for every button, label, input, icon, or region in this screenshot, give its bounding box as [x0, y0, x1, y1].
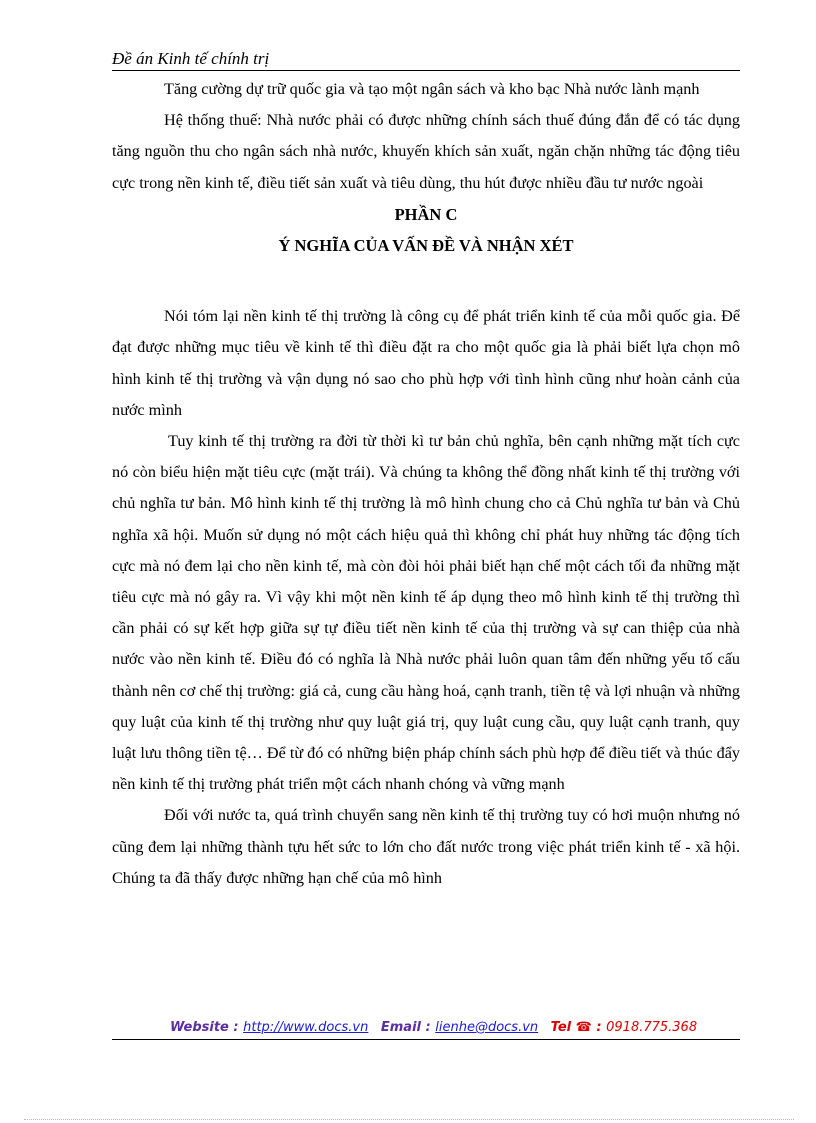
section-part: PHẦN C: [394, 204, 458, 224]
paragraph: Tăng cường dự trữ quốc gia và tạo một ngân sách và kho bạc Nhà nước lành mạnh: [164, 80, 700, 98]
tel-label: Tel ☎ :: [550, 1020, 602, 1035]
tel-number: 0918.775.368: [606, 1020, 698, 1035]
paragraph: Nói tóm lại nền kinh tế thị trường là công cụ để phát triển kinh tế của mỗi quốc gia. Để đạt được những mục tiêu về kinh tế thì điều đặt ra cho một quốc gia là phải biết lựa chọn mô hình kinh tế thị trường và vận dụng nó sao cho phù hợp với tình hình cũng như hoàn cảnh của nước mình: [112, 307, 740, 419]
website-link[interactable]: http://www.docs.vn: [243, 1020, 369, 1035]
email-label: Email :: [380, 1020, 431, 1035]
website-label: Website :: [170, 1020, 239, 1035]
page-bottom-rule: [24, 1119, 794, 1120]
paragraph: Hệ thống thuế: Nhà nước phải có được những chính sách thuế đúng đắn để có tác dụng tăng nguồn thu cho ngân sách nhà nước, khuyến khích sản xuất, ngăn chặn những tác động tiêu cực trong nền kinh tế, điều tiết sản xuất và tiêu dùng, thu hút được nhiều đầu tư nước ngoài: [112, 111, 740, 192]
email-link[interactable]: lienhe@docs.vn: [435, 1020, 539, 1035]
paragraph: Tuy kinh tế thị trường ra đời từ thời kì tư bản chủ nghĩa, bên cạnh những mặt tích cực nó còn biểu hiện mặt tiêu cực (mặt trái). Và chúng ta không thể đồng nhất kinh tế thị trường với chủ nghĩa tư bản. Mô hình kinh tế thị trường là mô hình chung cho cả Chủ nghĩa tư bản và Chủ nghĩa xã hội. Muốn sử dụng nó một cách hiệu quả thì không chỉ phát huy những tác động tích cực mà nó đem lại cho nền kinh tế, mà còn đòi hỏi phải biết hạn chế một cách tối đa những mặt tiêu cực mà nó gây ra. Vì vậy khi một nền kinh tế áp dụng theo mô hình kinh tế thị trường thì cần phải có sự kết hợp giữa sự tự điều tiết nền kinh tế của thị trường và sự can thiệp của nhà nước vào nền kinh tế. Điều đó có nghĩa là Nhà nước phải luôn quan tâm đến những yếu tố cấu thành nên cơ chế thị trường: giá cả, cung cầu hàng hoá, cạnh tranh, tiền tệ và lợi nhuận và những quy luật của kinh tế thị trường như quy luật giá trị, quy luật cung cầu, quy luật cạnh tranh, quy luật lưu thông tiền tệ… Để từ đó có những biện pháp chính sách phù hợp để điều tiết và thúc đẩy nền kinh tế thị trường phát triển một cách nhanh chóng và vững mạnh: [112, 432, 740, 794]
page-header: [112, 48, 740, 71]
header-title: Đề án Kinh tế chính trị: [112, 49, 270, 68]
page-footer: [112, 1018, 740, 1040]
document-body: [112, 74, 740, 894]
section-title: Ý NGHĨA CỦA VẤN ĐỀ VÀ NHẬN XÉT: [278, 236, 574, 256]
spacer: [112, 261, 740, 301]
paragraph: Đối với nước ta, quá trình chuyển sang nền kinh tế thị trường tuy có hơi muộn nhưng nó cũng đem lại những thành tựu hết sức to lớn cho đất nước trong việc phát triển kinh tế - xã hội. Chúng ta đã thấy được những hạn chế của mô hình: [112, 806, 740, 887]
